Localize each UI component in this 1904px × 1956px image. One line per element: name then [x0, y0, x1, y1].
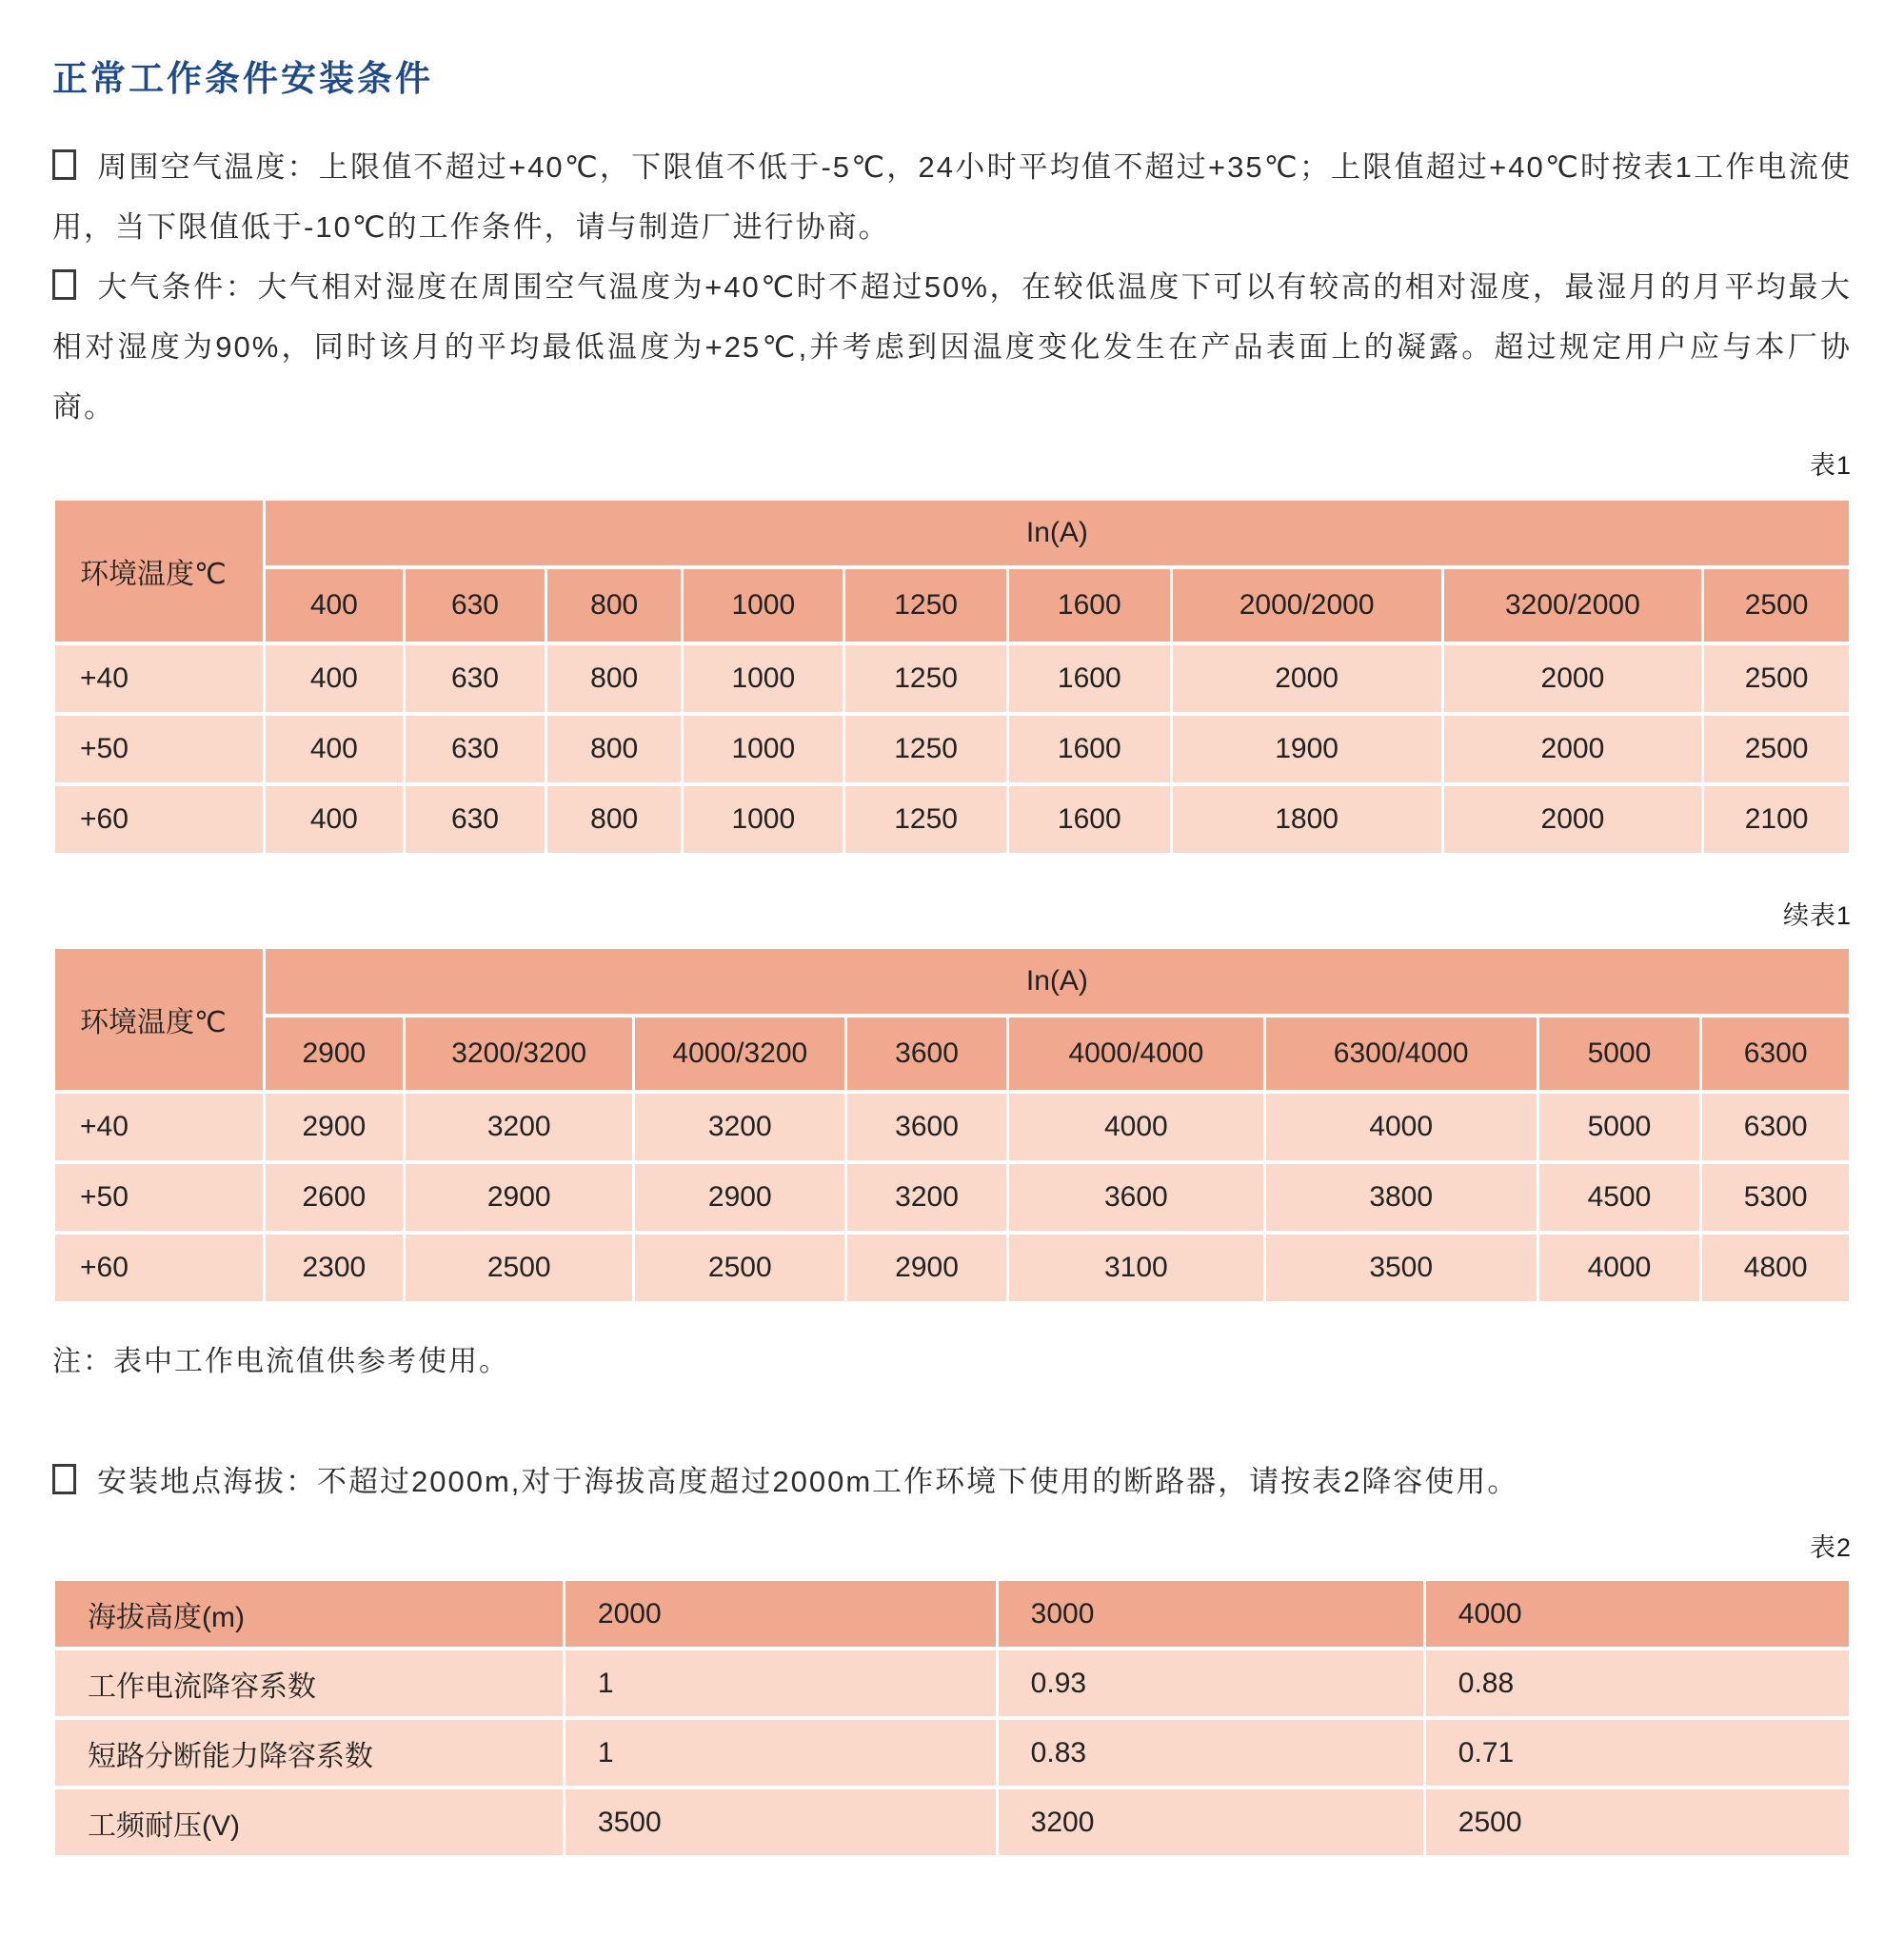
row-header-temperature: +60	[54, 784, 265, 855]
data-cell: 3000	[997, 1579, 1424, 1649]
data-cell: 630	[404, 643, 545, 714]
data-cell: 400	[264, 714, 404, 784]
row-header-temperature: +50	[54, 714, 265, 784]
column-header: 5000	[1537, 1016, 1701, 1092]
column-header: 6300/4000	[1264, 1016, 1537, 1092]
data-cell: 4500	[1537, 1162, 1701, 1233]
working-current-table-1	[52, 497, 1852, 857]
data-cell: 2600	[264, 1162, 404, 1233]
data-cell: 3500	[1264, 1233, 1537, 1303]
data-cell: 1000	[683, 643, 844, 714]
column-header: 2900	[264, 1016, 404, 1092]
column-header: 1250	[844, 567, 1008, 643]
data-cell: 2000	[1442, 784, 1703, 855]
data-cell: 3600	[846, 1092, 1008, 1162]
data-cell: 4000	[1007, 1092, 1264, 1162]
table-row	[54, 643, 1851, 714]
data-cell: 2900	[404, 1162, 634, 1233]
row-label-cell: 短路分断能力降容系数	[54, 1718, 565, 1788]
table-row	[54, 1579, 1851, 1649]
table-row	[54, 1092, 1851, 1162]
data-cell: 4000	[1537, 1233, 1701, 1303]
paragraph-text: 安装地点海拔：不超过2000m,对于海拔高度超过2000m工作环境下使用的断路器，请按表2降容使用。	[97, 1465, 1519, 1498]
data-cell: 2500	[1424, 1788, 1850, 1857]
column-header: 3200/3200	[404, 1016, 634, 1092]
table-row	[54, 567, 1851, 643]
data-cell: 0.93	[997, 1649, 1424, 1718]
column-header: 3600	[846, 1016, 1008, 1092]
row-label-cell: 海拔高度(m)	[54, 1579, 565, 1649]
data-cell: 630	[404, 784, 545, 855]
page-title: 正常工作条件安装条件	[52, 59, 433, 98]
row-header-temperature: +40	[54, 1092, 265, 1162]
data-cell: 3500	[564, 1788, 997, 1857]
data-cell: 3600	[1007, 1162, 1264, 1233]
intro-paragraphs	[52, 137, 1852, 437]
column-header: 6300	[1701, 1016, 1851, 1092]
data-cell: 1000	[683, 714, 844, 784]
row-label-cell: 工作电流降容系数	[54, 1649, 565, 1718]
column-header: 400	[264, 567, 404, 643]
table1-continued-label: 续表1	[1782, 901, 1852, 930]
data-cell: 2000	[1442, 714, 1703, 784]
column-header: 2500	[1703, 567, 1851, 643]
data-cell: 3200	[404, 1092, 634, 1162]
column-header: 4000/3200	[634, 1016, 846, 1092]
data-cell: 1000	[683, 784, 844, 855]
column-header: 3200/2000	[1442, 567, 1703, 643]
data-cell: 1600	[1007, 643, 1171, 714]
rated-current-group-header: In(A)	[264, 499, 1850, 567]
altitude-paragraph-block	[52, 1452, 1852, 1511]
table-row	[54, 1649, 1851, 1718]
data-cell: 800	[546, 643, 683, 714]
table-row	[54, 499, 1851, 567]
data-cell: 5000	[1537, 1092, 1701, 1162]
data-cell: 1600	[1007, 714, 1171, 784]
column-header: 1600	[1007, 567, 1171, 643]
table-row	[54, 1016, 1851, 1092]
data-cell: 4800	[1701, 1233, 1851, 1303]
paragraph-text: 大气条件：大气相对湿度在周围空气温度为+40℃时不超过50%，在较低温度下可以有较高的相对湿度，最湿月的月平均最大相对湿度为90%，同时该月的平均最低温度为+25℃,并考虑到因温度变化发生在产品表面上的凝露。超过规定用户应与本厂协商。	[52, 270, 1852, 424]
data-cell: 800	[546, 784, 683, 855]
data-cell: 3200	[997, 1788, 1424, 1857]
data-cell: 1600	[1007, 784, 1171, 855]
paragraph-atmospheric-conditions	[52, 257, 1852, 437]
altitude-derating-table-2	[52, 1577, 1852, 1859]
data-cell: 1250	[844, 643, 1008, 714]
data-cell: 2500	[1703, 643, 1851, 714]
data-cell: 2500	[404, 1233, 634, 1303]
data-cell: 3200	[846, 1162, 1008, 1233]
data-cell: 0.71	[1424, 1718, 1850, 1788]
data-cell: 2900	[846, 1233, 1008, 1303]
data-cell: 3200	[634, 1092, 846, 1162]
data-cell: 2000	[564, 1579, 997, 1649]
table-row	[54, 714, 1851, 784]
data-cell: 6300	[1701, 1092, 1851, 1162]
data-cell: 4000	[1264, 1092, 1537, 1162]
column-header: 630	[404, 567, 545, 643]
data-cell: 2300	[264, 1233, 404, 1303]
data-cell: 3100	[1007, 1233, 1264, 1303]
data-cell: 1900	[1171, 714, 1442, 784]
ambient-temperature-header: 环境温度℃	[54, 499, 265, 643]
data-cell: 2500	[634, 1233, 846, 1303]
data-cell: 1	[564, 1718, 997, 1788]
data-cell: 1	[564, 1649, 997, 1718]
row-header-temperature: +60	[54, 1233, 265, 1303]
paragraph-installation-altitude	[52, 1452, 1852, 1511]
column-header: 800	[546, 567, 683, 643]
paragraph-ambient-temperature	[52, 137, 1852, 257]
page-root	[0, 49, 1904, 1859]
data-cell: 800	[546, 714, 683, 784]
table-row	[54, 784, 1851, 855]
table2-label: 表2	[1809, 1533, 1852, 1562]
table-row	[54, 947, 1851, 1016]
column-header: 2000/2000	[1171, 567, 1442, 643]
data-cell: 1800	[1171, 784, 1442, 855]
paragraph-text: 周围空气温度：上限值不超过+40℃，下限值不低于-5℃，24小时平均值不超过+35℃；上限值超过+40℃时按表1工作电流使用，当下限值低于-10℃的工作条件，请与制造厂进行协商。	[52, 150, 1852, 244]
table-note: 注：表中工作电流值供参考使用。	[52, 1346, 509, 1377]
square-bullet-icon	[52, 269, 76, 300]
data-cell: 2500	[1703, 714, 1851, 784]
square-bullet-icon	[52, 1464, 76, 1494]
table-row	[54, 1233, 1851, 1303]
row-label-cell: 工频耐压(V)	[54, 1788, 565, 1857]
data-cell: 1250	[844, 784, 1008, 855]
data-cell: 2000	[1442, 643, 1703, 714]
table-row	[54, 1162, 1851, 1233]
data-cell: 2900	[264, 1092, 404, 1162]
data-cell: 630	[404, 714, 545, 784]
data-cell: 0.88	[1424, 1649, 1850, 1718]
square-bullet-icon	[52, 149, 76, 180]
row-header-temperature: +40	[54, 643, 265, 714]
table-row	[54, 1788, 1851, 1857]
data-cell: 2100	[1703, 784, 1851, 855]
rated-current-group-header: In(A)	[264, 947, 1850, 1016]
row-header-temperature: +50	[54, 1162, 265, 1233]
data-cell: 0.83	[997, 1718, 1424, 1788]
data-cell: 2900	[634, 1162, 846, 1233]
data-cell: 400	[264, 784, 404, 855]
data-cell: 1250	[844, 714, 1008, 784]
data-cell: 5300	[1701, 1162, 1851, 1233]
column-header: 1000	[683, 567, 844, 643]
working-current-table-1-continued	[52, 945, 1852, 1305]
data-cell: 4000	[1424, 1579, 1850, 1649]
data-cell: 3800	[1264, 1162, 1537, 1233]
table-row	[54, 1718, 1851, 1788]
ambient-temperature-header: 环境温度℃	[54, 947, 265, 1092]
table1-label: 表1	[1809, 451, 1852, 480]
data-cell: 400	[264, 643, 404, 714]
column-header: 4000/4000	[1007, 1016, 1264, 1092]
data-cell: 2000	[1171, 643, 1442, 714]
